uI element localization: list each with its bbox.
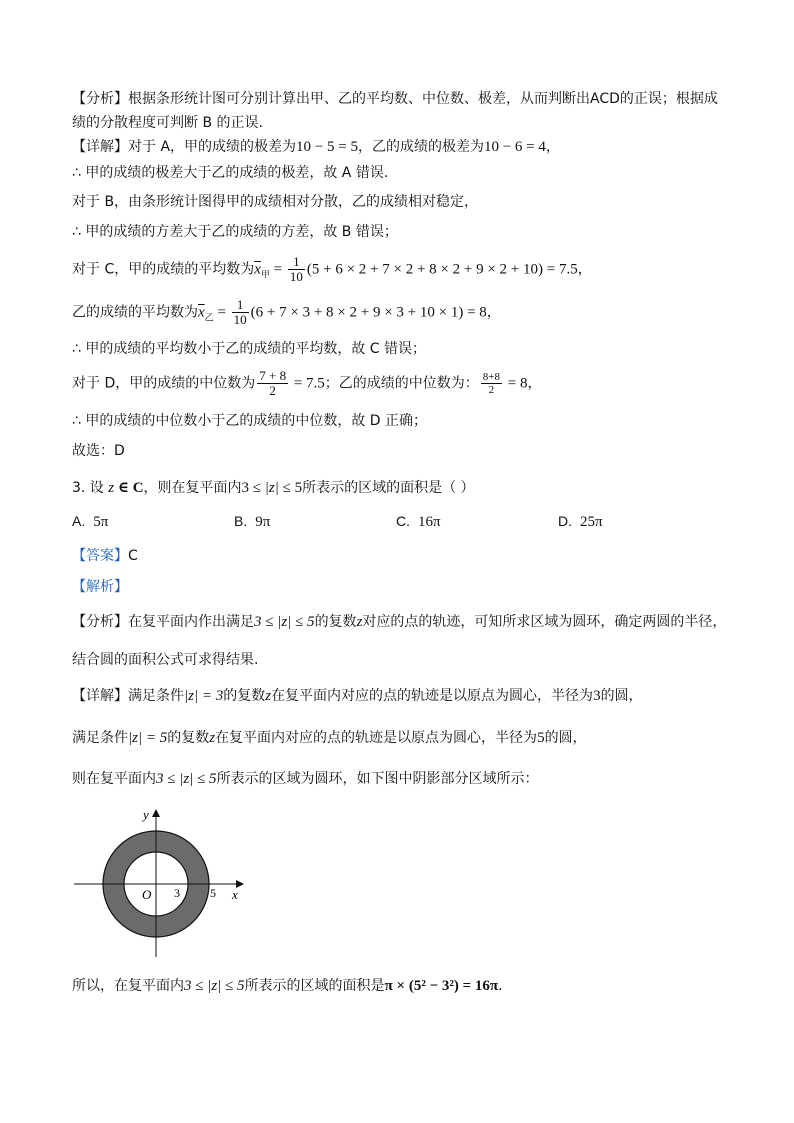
condition: |z| = 5 <box>128 730 168 746</box>
var-z: z <box>265 688 272 704</box>
text: 在复平面内作出满足 <box>128 614 254 630</box>
detail-line-4: ∴ 甲的成绩的方差大于乙的成绩的方差，故 B 错误； <box>72 224 398 240</box>
median-yi-value: = 8 <box>504 375 528 392</box>
answer-tag: 【答案】 <box>72 548 128 564</box>
frac-num: 7 + 8 <box>259 368 287 383</box>
text: 所表示的区域的面积是 <box>244 978 385 994</box>
option-label: C. <box>396 513 410 529</box>
question-3 <box>72 478 475 498</box>
analysis-text: 根据条形统计图可分别计算出甲、乙的平均数、中位数、极差，从而判断出ACD的正误；根据成 <box>128 91 718 107</box>
options-row <box>72 513 722 535</box>
detail-line-mean-conclusion: ∴ 甲的成绩的平均数小于乙的成绩的平均数，故 C 错误； <box>72 341 427 357</box>
mean-yi-line <box>72 298 501 328</box>
option-label: B. <box>234 513 248 529</box>
option-label: A. <box>72 513 86 529</box>
inner-radius-label: 3 <box>174 886 180 900</box>
ineq: 3 ≤ <box>241 480 265 496</box>
option-value: 9π <box>255 514 271 530</box>
answer-value: C <box>128 548 138 564</box>
text: 在复平面内对应的点的轨迹是以原点为圆心，半径为 <box>215 730 538 746</box>
text: 所表示的区域的面积是（ ） <box>302 480 475 496</box>
text: 的圆， <box>600 688 643 704</box>
analysis-tag: 【分析】 <box>72 91 128 107</box>
y-axis-label: y <box>143 807 149 822</box>
text: 对应的点的轨迹，可知所求区域为圆环，确定两圆的半径， <box>362 614 727 630</box>
text: 乙的成绩的平均数为 <box>72 304 198 321</box>
detail-line-3: 对于 B，由条形统计图得甲的成绩相对分散，乙的成绩相对稳定， <box>72 194 479 210</box>
fraction-median-jia <box>257 369 288 398</box>
condition: |z| = 3 <box>184 688 224 704</box>
ineq: ≤ 5 <box>278 480 303 496</box>
text: 对于 D，甲的成绩的中位数为 <box>72 375 256 392</box>
option-c[interactable] <box>396 513 441 531</box>
var-z: z <box>356 614 363 630</box>
annulus-figure <box>70 805 250 965</box>
text: . <box>498 978 503 994</box>
text: 在复平面内对应的点的轨迹是以原点为圆心，半径为 <box>271 688 594 704</box>
text: 所以，在复平面内 <box>72 978 184 994</box>
range-expr-b: 10 − 6 = 4 <box>483 139 546 155</box>
outer-radius-label: 5 <box>210 886 216 900</box>
radius: 3 <box>593 688 601 704</box>
range-expr-a: 10 − 5 = 5 <box>296 139 358 155</box>
text: 则在复平面内 <box>72 771 156 787</box>
option-value: 16π <box>418 514 441 530</box>
detail-q3-line-1 <box>72 686 643 706</box>
text: ，乙的成绩的极差为 <box>357 139 484 155</box>
analysis-text-cont: 绩的分散程度可判断 B 的正误. <box>72 115 263 131</box>
text: 的复数 <box>167 730 210 746</box>
detail-line-median-conclusion: ∴ 甲的成绩的中位数小于乙的成绩的中位数，故 D 正确； <box>72 413 428 429</box>
equals: = <box>269 261 286 278</box>
var-z: z <box>108 480 115 496</box>
xbar-symbol: $\overline{x}$ <box>198 304 205 321</box>
option-label: D. <box>558 513 572 529</box>
ineq: 3 ≤ |z| ≤ 5 <box>156 771 217 787</box>
detail-q3-line-3 <box>72 769 539 789</box>
detail-tag: 【详解】 <box>72 688 128 704</box>
detail-q3-line-2 <box>72 728 587 748</box>
text: ；乙的成绩的中位数为： <box>324 375 479 392</box>
text: 对于 A，甲的成绩的极差为 <box>128 139 297 155</box>
fraction-1-10 <box>232 298 249 327</box>
set-c: ∈ C <box>114 480 144 496</box>
option-d[interactable] <box>558 513 603 531</box>
analysis-tag: 【分析】 <box>72 614 128 630</box>
choice-line: 故选：D <box>72 443 125 459</box>
text: 对于 C，甲的成绩的平均数为 <box>72 261 255 278</box>
analysis-line-2 <box>72 113 263 133</box>
x-axis-label: x <box>232 887 238 902</box>
option-value: 5π <box>93 514 109 530</box>
mean-jia-expr: (5 + 6 × 2 + 7 × 2 + 8 × 2 + 9 × 2 + 10) = 7.5 <box>306 261 578 278</box>
text: ， <box>577 261 592 278</box>
frac-den: 2 <box>488 384 495 396</box>
frac-den: 10 <box>233 312 247 327</box>
text: 的复数 <box>223 688 266 704</box>
text: ， <box>545 139 560 155</box>
option-a[interactable] <box>72 513 108 531</box>
text: 满足条件 <box>72 730 128 746</box>
text: 所表示的区域为圆环，如下图中阴影部分区域所示： <box>216 771 539 787</box>
area-expr: π × (5² − 3²) = 16π <box>384 978 499 994</box>
conclusion-line <box>72 976 503 996</box>
frac-den: 10 <box>289 269 303 284</box>
origin-label: O <box>142 887 152 902</box>
equals: = <box>213 304 230 321</box>
xbar-symbol: $\overline{x}$ <box>254 261 261 278</box>
detail-line-1 <box>72 137 560 157</box>
xbar-subscript: 甲 <box>260 270 270 281</box>
analysis-q3-line-2: 结合圆的面积公式可求得结果. <box>72 652 259 668</box>
xbar-subscript: 乙 <box>204 313 214 324</box>
detail-tag: 【详解】 <box>72 139 128 155</box>
analysis-line-1 <box>72 89 718 109</box>
text: 设 <box>85 480 109 496</box>
ineq: 3 ≤ |z| ≤ 5 <box>184 978 245 994</box>
mean-jia-line <box>72 255 592 285</box>
abs-z: |z| <box>264 480 279 496</box>
fraction-median-yi <box>481 371 502 396</box>
median-jia-value: = 7.5 <box>290 375 325 392</box>
text: 满足条件 <box>128 688 184 704</box>
text: ，则在复平面内 <box>143 480 242 496</box>
option-value: 25π <box>580 514 603 530</box>
question-number: 3. <box>72 480 86 496</box>
frac-den: 2 <box>269 383 276 398</box>
frac-num: 8+8 <box>482 371 501 383</box>
detail-line-2: ∴ 甲的成绩的极差大于乙的成绩的极差，故 A 错误. <box>72 165 389 181</box>
text: ， <box>527 375 542 392</box>
text: 的复数 <box>314 614 357 630</box>
jiexi-tag: 【解析】 <box>72 579 128 595</box>
option-b[interactable] <box>234 513 270 531</box>
analysis-q3-line-1 <box>72 612 726 632</box>
median-line <box>72 369 541 398</box>
var-z: z <box>209 730 216 746</box>
frac-num: 1 <box>232 298 249 313</box>
text: ， <box>486 304 501 321</box>
fraction-1-10 <box>288 255 305 284</box>
ineq: 3 ≤ |z| ≤ 5 <box>254 614 315 630</box>
text: 的圆， <box>544 730 587 746</box>
frac-num: 1 <box>288 255 305 270</box>
radius: 5 <box>537 730 545 746</box>
mean-yi-expr: (6 + 7 × 3 + 8 × 2 + 9 × 3 + 10 × 1) = 8 <box>250 304 487 321</box>
answer-line <box>72 546 138 566</box>
